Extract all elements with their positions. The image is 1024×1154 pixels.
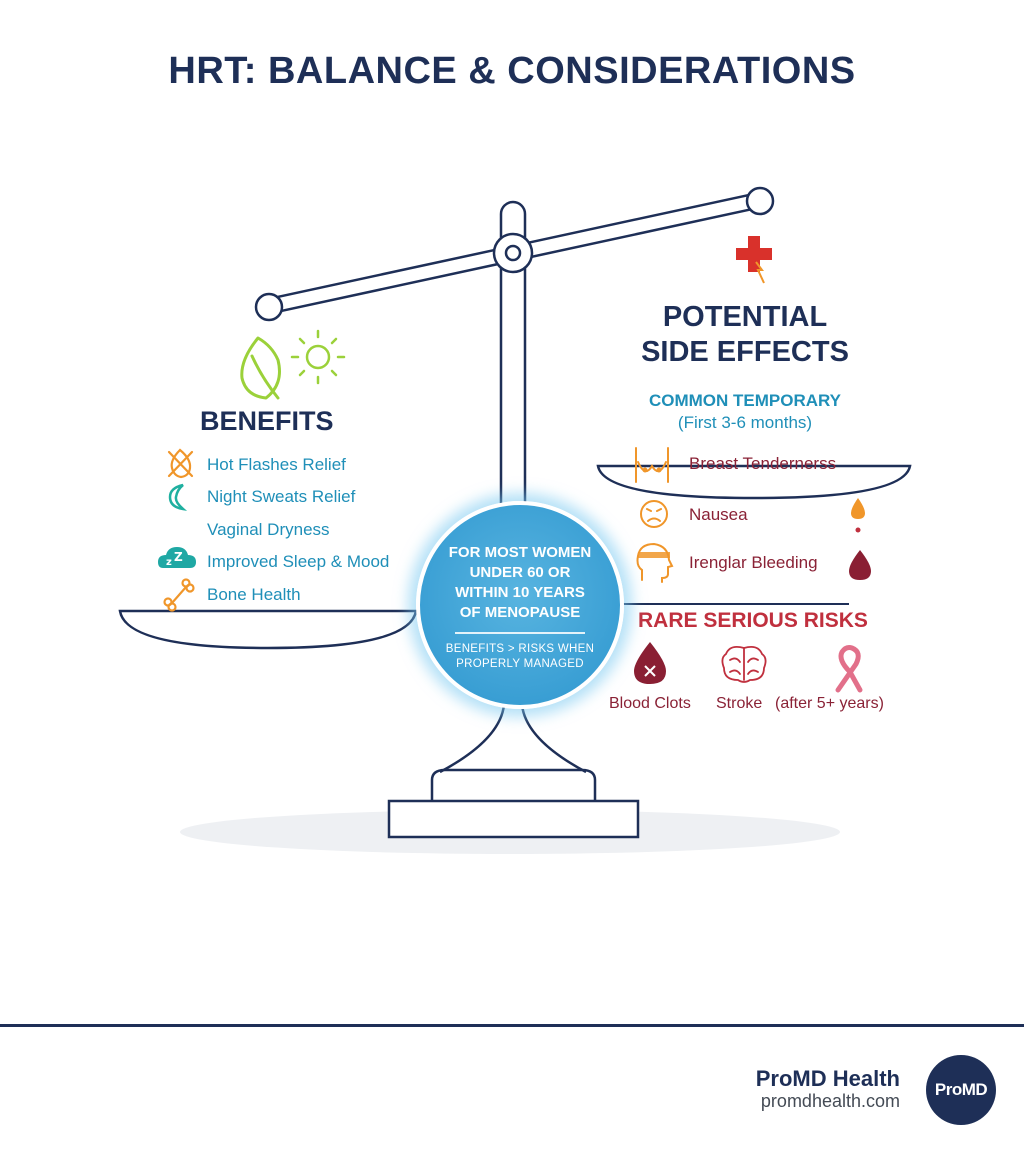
moon-icon xyxy=(170,485,183,509)
nauseous-face-icon xyxy=(641,501,667,527)
center-main-text: FOR MOST WOMEN UNDER 60 OR WITHIN 10 YEARS OF MENOPAUSE xyxy=(448,544,592,621)
risk-stroke: Stroke xyxy=(716,695,763,712)
benefit-bone-health: Bone Health xyxy=(207,585,301,604)
brand-name: ProMD Health xyxy=(755,1066,900,1091)
common-temporary-title: COMMON TEMPORARY xyxy=(648,391,842,410)
benefit-vaginal-dryness: Vaginal Dryness xyxy=(207,520,330,539)
brand-logo: ProMD xyxy=(926,1055,996,1125)
amber-drop-icon xyxy=(851,498,865,533)
svg-text:z: z xyxy=(166,557,172,568)
no-fire-icon xyxy=(169,450,192,477)
sun-icon xyxy=(292,331,344,383)
brain-icon xyxy=(722,647,765,682)
risk-blood-clots: Blood Clots xyxy=(609,695,691,712)
benefit-hot-flashes: Hot Flashes Relief xyxy=(207,455,346,474)
side-effect-irregular-bleeding: Irenglar Bleeding xyxy=(689,553,818,572)
brand-url[interactable]: promdhealth.com xyxy=(760,1091,900,1111)
benefit-night-sweats: Night Sweats Relief xyxy=(207,487,356,506)
footer-divider xyxy=(0,1024,1024,1027)
scale-base xyxy=(389,705,638,837)
center-sub-text: BENEFITS > RISKS WHEN PROPERLY MANAGED xyxy=(445,643,595,670)
blood-drop-icon xyxy=(849,550,871,580)
blood-drop-x-icon xyxy=(634,642,666,684)
sleep-cloud-icon xyxy=(158,547,196,568)
medical-cross-icon xyxy=(736,236,772,283)
headache-icon xyxy=(638,544,673,582)
side-effects-title-line2: SIDE EFFECTS xyxy=(641,336,849,368)
left-pan xyxy=(120,611,416,648)
side-effect-breast-tenderness: Breast Tendernerss xyxy=(689,454,837,473)
ribbon-icon xyxy=(838,648,860,691)
risk-after-5-years: (after 5+ years) xyxy=(775,695,884,712)
svg-text:Z: Z xyxy=(174,550,183,564)
common-temporary-subtitle: (First 3-6 months) xyxy=(677,413,813,432)
benefit-sleep-mood: Improved Sleep & Mood xyxy=(207,552,390,571)
leaf-icon xyxy=(242,338,280,398)
side-effect-nausea: Nausea xyxy=(689,505,748,524)
benefits-title: BENEFITS xyxy=(200,406,334,436)
bone-icon xyxy=(165,580,194,611)
center-divider xyxy=(455,632,585,634)
page-title: HRT: BALANCE & CONSIDERATIONS xyxy=(168,50,856,92)
side-effects-title xyxy=(600,300,890,370)
rare-risks-title: RARE SERIOUS RISKS xyxy=(638,609,868,632)
side-effects-title-line1: POTENTIAL xyxy=(662,301,828,333)
